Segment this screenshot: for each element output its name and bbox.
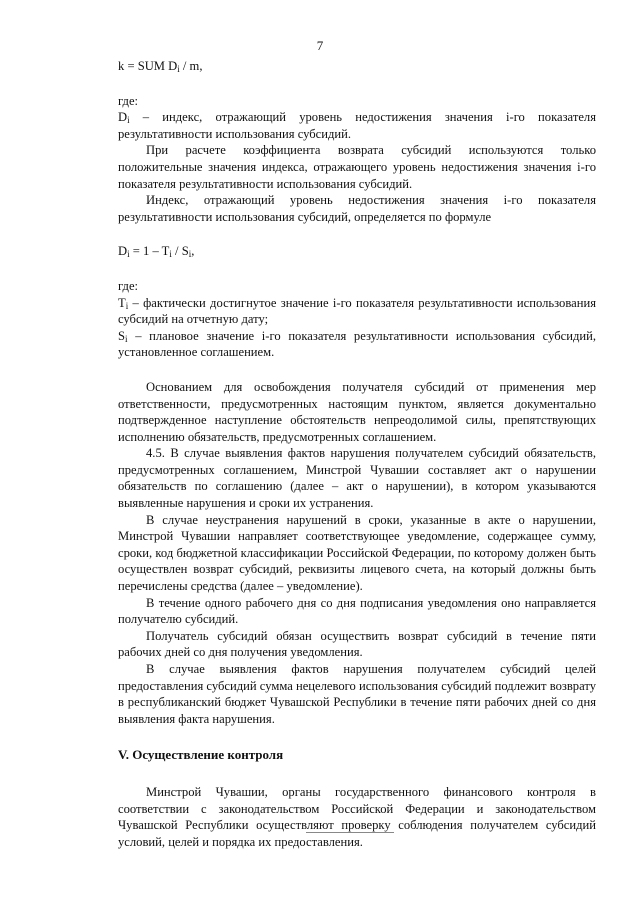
- where-label-1: где:: [118, 93, 139, 108]
- def-s-sub: i: [125, 333, 128, 344]
- def-d-text: – индекс, отражающий уровень недостижения значения i-го показателя результативности использования субсидий.: [118, 110, 596, 141]
- def-t-symbol: T: [118, 295, 126, 310]
- formula-d-sub2: i: [169, 249, 172, 260]
- paragraph-nonfix: В случае неустранения нарушений в сроки, указанные в акте о нарушении, Минстрой Чувашии направляет соответствующее уведомление, содержащее сумму, сроки, код бюджетной классификации Российской Федерации, по которому должен быть осуществлен возврат субсидий, реквизиты лицевого счета, на который должны быть перечислены средства (далее – уведомление).: [118, 512, 596, 594]
- definition-t: [118, 295, 596, 328]
- paragraph-calc: При расчете коэффициента возврата субсидий используются только положительные значения индекса, отражающего уровень недостижения значения i-го показателя результативности использования субсидий.: [118, 143, 596, 191]
- definition-d: [118, 109, 596, 142]
- def-d-sub: i: [127, 115, 130, 126]
- formula-d-part3: / S: [171, 244, 189, 259]
- definition-s: [118, 328, 596, 361]
- formula-d-part4: ,: [191, 244, 195, 259]
- document-body: [118, 58, 596, 850]
- page-number: 7: [316, 38, 324, 53]
- formula-d-sub1: i: [127, 249, 130, 260]
- footer-divider: [306, 832, 394, 833]
- formula-k-lhs: k = SUM D: [118, 59, 178, 73]
- def-s-text: – плановое значение i-го показателя результативности использования субсидий, установленное соглашением.: [118, 328, 596, 360]
- formula-k: [118, 58, 596, 75]
- formula-k-sub: i: [177, 64, 180, 74]
- paragraph-index: Индекс, отражающий уровень недостижения значения i-го показателя результативности использования субсидий, определяется по формуле: [118, 193, 596, 224]
- def-t-text: – фактически достигнутое значение i-го показателя результативности использования субсидий на отчетную дату;: [118, 295, 596, 327]
- formula-k-rhs: / m,: [179, 59, 203, 73]
- formula-d-sub3: i: [188, 249, 192, 260]
- paragraph-one-day: В течение одного рабочего дня со дня подписания уведомления оно направляется получателю субсидий.: [118, 595, 596, 627]
- section-heading: V. Осуществление контроля: [118, 747, 284, 763]
- where-label-2: где:: [118, 278, 139, 293]
- def-s-symbol: S: [118, 328, 126, 343]
- paragraph-control: Минстрой Чувашии, органы государственного финансового контроля в соответствии с законодательством Российской Федерации и законодательством Чувашской Республики осуществляют проверку соблюдения получателем субсидий условий, целей и порядка их предоставления.: [118, 784, 596, 849]
- def-t-sub: i: [125, 300, 129, 311]
- paragraph-return: Получатель субсидий обязан осуществить возврат субсидий в течение пяти рабочих дней со дня получения уведомления.: [118, 628, 596, 660]
- def-d-symbol: D: [118, 110, 128, 125]
- formula-d-part1: D: [118, 244, 128, 259]
- formula-d-part2: = 1 – T: [129, 244, 170, 259]
- paragraph-basis: Основанием для освобождения получателя субсидий от применения мер ответственности, предусмотренных настоящим пунктом, является документально подтвержденное наступление обстоятельств непреодолимой силы, препятствующих исполнению обязательств, предусмотренных соглашением.: [118, 379, 596, 444]
- paragraph-misuse: В случае выявления фактов нарушения получателем субсидий целей предоставления субсидий сумма нецелевого использования субсидий подлежит возврату в республиканский бюджет Чувашской Республики в течение пяти рабочих дней со дня выявления факта нарушения.: [118, 662, 596, 726]
- paragraph-4-5: 4.5. В случае выявления фактов нарушения получателем субсидий обязательств, предусмотренных соглашением, Минстрой Чувашии составляет акт о нарушении обязательств по соглашению (далее – акт о нарушении), в котором указываются выявленные нарушения и сроки их устранения.: [118, 446, 596, 511]
- formula-d: [118, 243, 596, 260]
